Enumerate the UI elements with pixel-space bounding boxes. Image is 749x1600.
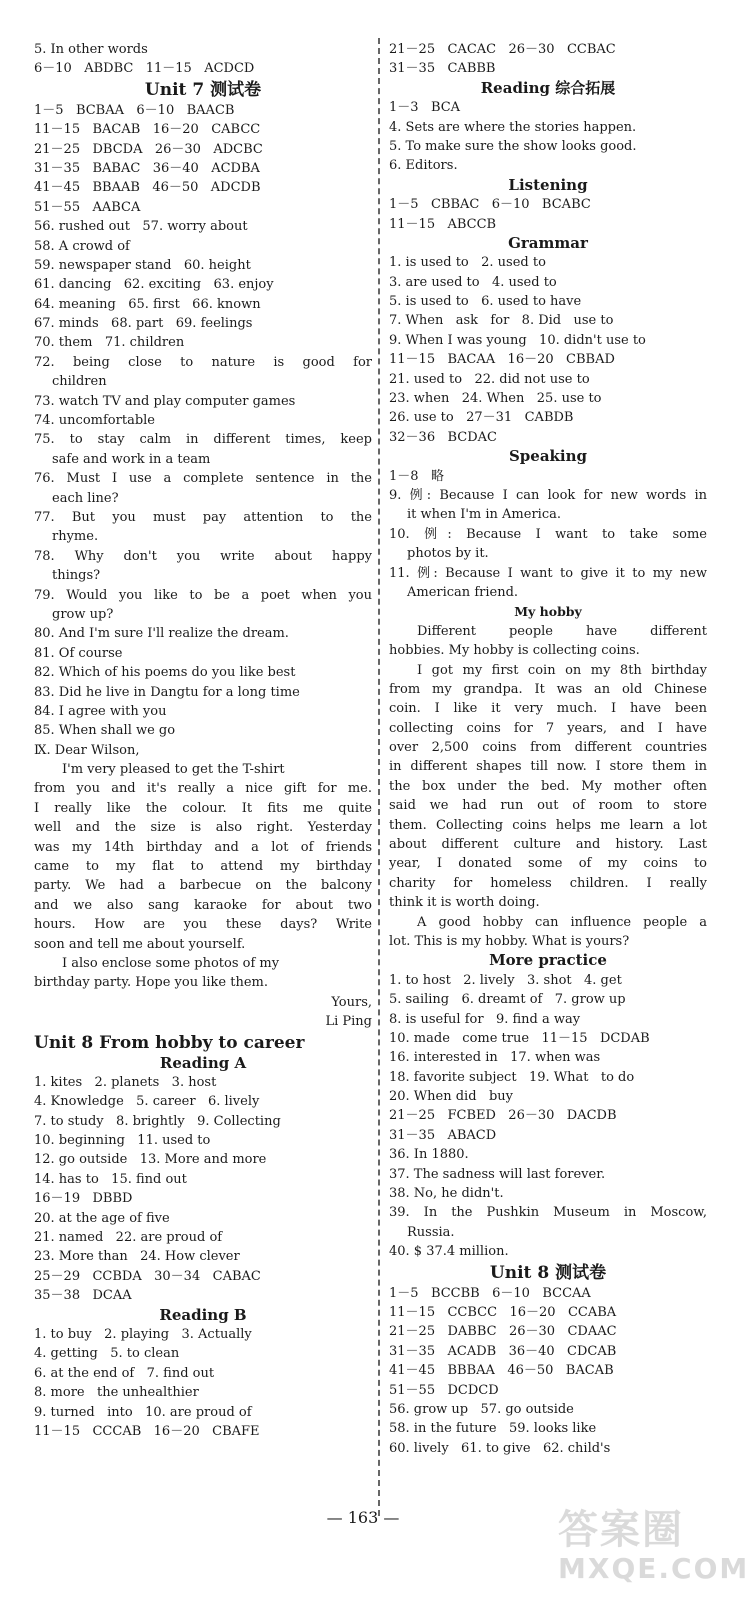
paragraph-line: I'm very pleased to get the T-shirt: [62, 762, 285, 778]
answer-line: 14. has to 15. find out: [34, 1171, 187, 1187]
section-heading: More practice: [489, 951, 607, 970]
answer-line: 32－36 BCDAC: [389, 429, 497, 445]
section-heading: Reading B: [159, 1305, 247, 1324]
page-number: — 163 —: [326, 1508, 400, 1527]
paragraph-line: A good hobby can influence people a: [417, 914, 707, 930]
answer-line: 20. When did buy: [389, 1089, 513, 1105]
answer-line: 31－35 ABACD: [389, 1127, 497, 1143]
answer-line: 9. 例: Because I can look for new words in: [389, 487, 707, 503]
unit-test-heading: Unit 7 测试卷: [144, 79, 262, 100]
continuation-line: grow up?: [52, 606, 114, 622]
unit-heading: Unit 8 From hobby to career: [34, 1032, 305, 1053]
paragraph-line: I got my first coin on my 8th birthday: [417, 662, 707, 678]
column-divider: [378, 38, 380, 1516]
answer-line: 39. In the Pushkin Museum in Moscow,: [389, 1205, 707, 1221]
answer-line: hobbies. My hobby is collecting coins.: [389, 643, 640, 659]
answer-line: 79. Would you like to be a poet when you: [34, 587, 372, 603]
continuation-line: children: [52, 374, 107, 390]
continuation-line: each line?: [52, 490, 119, 506]
answer-line: 16－19 DBBD: [34, 1191, 133, 1207]
answer-line: 64. meaning 65. first 66. known: [34, 296, 261, 312]
answer-line: 40. $ 37.4 million.: [389, 1244, 509, 1260]
answer-line: 10. beginning 11. used to: [34, 1133, 211, 1149]
answer-line: 7. to study 8. brightly 9. Collecting: [34, 1113, 281, 1129]
watermark-logo: 答案圈: [558, 1507, 684, 1553]
answer-line: 51－55 DCDCD: [389, 1382, 499, 1398]
answer-line: 20. at the age of five: [34, 1210, 170, 1226]
answer-line: 56. grow up 57. go outside: [389, 1401, 574, 1417]
answer-line: 11－15 ABCCB: [389, 216, 497, 232]
answer-line: 31－35 BABAC 36－40 ACDBA: [34, 160, 260, 176]
answer-line: 26. use to 27－31 CABDB: [389, 410, 574, 426]
answer-line: 5. To make sure the show looks good.: [389, 138, 637, 154]
answer-line: in different shapes till now. I store them in: [389, 759, 707, 775]
answer-line: 10. 例: Because I want to take some: [389, 526, 707, 542]
section-heading: Reading 综合拓展: [480, 78, 616, 97]
answer-line: 4. getting 5. to clean: [34, 1346, 180, 1362]
answer-line: 3. are used to 4. used to: [389, 274, 557, 290]
answer-line: 77. But you must pay attention to the: [34, 509, 372, 525]
answer-line: them. Collecting coins helps me learn a lot: [389, 817, 707, 833]
section-heading: Listening: [508, 175, 588, 194]
answer-line: well and the size is also right. Yesterday: [34, 820, 372, 836]
answer-line: 16. interested in 17. when was: [389, 1050, 601, 1066]
answer-line: 67. minds 68. part 69. feelings: [34, 316, 253, 332]
answer-line: 38. No, he didn't.: [389, 1186, 504, 1202]
answer-line: party. We had a barbecue on the balcony: [34, 878, 372, 894]
answer-line: charity for homeless children. I really: [389, 875, 707, 891]
answer-line: 21. named 22. are proud of: [34, 1230, 223, 1246]
answer-line: 56. rushed out 57. worry about: [34, 219, 248, 235]
answer-line: 21－25 FCBED 26－30 DACDB: [389, 1108, 617, 1124]
answer-line: coin. I like it very much. I have been: [389, 701, 707, 717]
answer-line: birthday party. Hope you like them.: [34, 975, 268, 991]
answer-line: 21－25 DBCDA 26－30 ADCBC: [34, 141, 263, 157]
answer-line: about different culture and history. Last: [389, 837, 707, 853]
answer-line: 11－15 CCBCC 16－20 CCABA: [389, 1305, 617, 1320]
answer-line: over 2,500 coins from different countries: [389, 740, 707, 756]
answer-line: 1. to buy 2. playing 3. Actually: [34, 1327, 252, 1342]
answer-line: 1－5 BCBAA 6－10 BAACB: [34, 102, 235, 118]
signature-line: Li Ping: [325, 1014, 372, 1030]
answer-line: 9. turned into 10. are proud of: [34, 1404, 252, 1420]
answer-line: 18. favorite subject 19. What to do: [389, 1069, 635, 1085]
section-heading: Reading A: [159, 1053, 247, 1072]
answer-line: 12. go outside 13. More and more: [34, 1152, 267, 1168]
right-column: [389, 40, 707, 1458]
answer-line: 1. kites 2. planets 3. host: [34, 1074, 217, 1090]
continuation-line: it when I'm in America.: [407, 507, 561, 523]
answer-line: 11－15 BACAB 16－20 CABCC: [34, 122, 261, 138]
answer-line: 60. lively 61. to give 62. child's: [389, 1440, 611, 1456]
answer-line: 5. sailing 6. dreamt of 7. grow up: [389, 992, 626, 1008]
answer-line: 84. I agree with you: [34, 703, 167, 719]
answer-line: 1. is used to 2. used to: [389, 255, 546, 271]
answer-line: 25－29 CCBDA 30－34 CABAC: [34, 1268, 261, 1284]
answer-line: 70. them 71. children: [34, 335, 185, 351]
answer-line: 58. in the future 59. looks like: [389, 1421, 597, 1437]
answer-line: 1－3 BCA: [389, 100, 461, 116]
answer-line: 36. In 1880.: [389, 1147, 469, 1163]
answer-line: 73. watch TV and play computer games: [34, 393, 296, 409]
answer-line: 5. is used to 6. used to have: [389, 294, 582, 310]
continuation-line: things?: [52, 568, 101, 584]
answer-line: 1－5 CBBAC 6－10 BCABC: [389, 197, 591, 213]
answer-line: from my grandpa. It was an old Chinese: [389, 681, 707, 697]
answer-line: came to my flat to attend my birthday: [34, 859, 372, 875]
answer-line: 72. being close to nature is good for: [34, 354, 372, 370]
answer-line: 11－15 CCCAB 16－20 CBAFE: [34, 1423, 260, 1439]
answer-line: was my 14th birthday and a lot of friends: [34, 839, 372, 855]
answer-line: said we had run out of room to store: [389, 798, 707, 814]
continuation-line: photos by it.: [407, 546, 489, 562]
answer-line: 41－45 BBBAA 46－50 BACAB: [389, 1363, 614, 1379]
watermark-url: MXQE.COM: [558, 1552, 749, 1585]
continuation-line: Russia.: [407, 1224, 455, 1240]
answer-line: 8. more the unhealthier: [34, 1385, 199, 1401]
answer-line: 59. newspaper stand 60. height: [34, 257, 251, 273]
answer-line: 5. In other words: [34, 42, 148, 57]
paragraph-line: Different people have different: [417, 623, 707, 639]
answer-line: soon and tell me about yourself.: [34, 936, 246, 952]
answer-line: 21－25 CACAC 26－30 CCBAC: [389, 42, 616, 57]
answer-line: 83. Did he live in Dangtu for a long time: [34, 684, 300, 700]
answer-line: 11－15 BACAA 16－20 CBBAD: [389, 352, 615, 368]
answer-line: 23. when 24. When 25. use to: [389, 391, 602, 407]
answer-line: 6－10 ABDBC 11－15 ACDCD: [34, 61, 255, 77]
answer-line: 78. Why don't you write about happy: [34, 548, 372, 564]
answer-line: 85. When shall we go: [34, 723, 176, 739]
answer-line: from you and it's really a nice gift for me.: [34, 781, 372, 797]
watermark: [528, 1498, 749, 1594]
answer-line: 8. is useful for 9. find a way: [389, 1011, 581, 1027]
continuation-line: rhyme.: [52, 529, 99, 545]
answer-line: 80. And I'm sure I'll realize the dream.: [34, 626, 289, 642]
answer-line: 21－25 DABBC 26－30 CDAAC: [389, 1324, 617, 1340]
signature-line: Yours,: [331, 994, 372, 1010]
answer-line: 10. made come true 11－15 DCDAB: [389, 1030, 650, 1046]
answer-line: 6. Editors.: [389, 158, 458, 174]
answer-line: 9. When I was young 10. didn't use to: [389, 332, 646, 348]
answer-line: Ⅸ. Dear Wilson,: [34, 742, 140, 758]
answer-line: 7. When ask for 8. Did use to: [389, 313, 614, 329]
answer-line: lot. This is my hobby. What is yours?: [389, 933, 630, 949]
answer-line: 11. 例: Because I want to give it to my new: [389, 565, 707, 581]
answer-line: 51－55 AABCA: [34, 199, 141, 215]
answer-line: year, I donated some of my coins to: [389, 856, 707, 872]
answer-line: I really like the colour. It fits me quite: [34, 800, 372, 816]
answer-line: 37. The sadness will last forever.: [389, 1166, 606, 1182]
answer-line: 74. uncomfortable: [34, 413, 155, 429]
left-column: [34, 40, 372, 1441]
answer-line: 82. Which of his poems do you like best: [34, 665, 296, 681]
unit-test-heading: Unit 8 测试卷: [489, 1262, 607, 1283]
section-heading: Grammar: [508, 233, 588, 252]
answer-line: 6. at the end of 7. find out: [34, 1365, 215, 1381]
answer-line: 4. Sets are where the stories happen.: [389, 119, 637, 135]
answer-line: 4. Knowledge 5. career 6. lively: [34, 1094, 260, 1110]
answer-line: the box under the bed. My mother often: [389, 778, 707, 794]
answer-line: think it is worth doing.: [389, 895, 540, 911]
answer-line: 1－8 略: [389, 468, 444, 484]
answer-line: 41－45 BBAAB 46－50 ADCDB: [34, 180, 261, 196]
answer-line: hours. How are you these days? Write: [34, 917, 372, 933]
answer-line: 1. to host 2. lively 3. shot 4. get: [389, 972, 622, 988]
answer-line: 76. Must I use a complete sentence in the: [34, 471, 372, 487]
answer-line: 58. A crowd of: [34, 238, 130, 254]
answer-line: 81. Of course: [34, 645, 123, 661]
answer-line: 75. to stay calm in different times, keep: [34, 432, 372, 448]
answer-line: 23. More than 24. How clever: [34, 1249, 240, 1265]
answer-line: 35－38 DCAA: [34, 1288, 132, 1304]
answer-line: 1－5 BCCBB 6－10 BCCAA: [389, 1285, 591, 1301]
answer-line: 31－35 CABBB: [389, 61, 496, 77]
essay-title: My hobby: [514, 604, 582, 620]
continuation-line: American friend.: [407, 584, 519, 600]
answer-line: and we also sang karaoke for about two: [34, 897, 372, 913]
continuation-line: safe and work in a team: [52, 451, 211, 467]
section-heading: Speaking: [508, 447, 588, 466]
answer-line: collecting coins for 7 years, and I have: [389, 720, 707, 736]
paragraph-line: I also enclose some photos of my: [62, 955, 280, 971]
answer-line: 21. used to 22. did not use to: [389, 371, 590, 387]
answer-line: 61. dancing 62. exciting 63. enjoy: [34, 277, 274, 293]
answer-line: 31－35 ACADB 36－40 CDCAB: [389, 1343, 617, 1359]
